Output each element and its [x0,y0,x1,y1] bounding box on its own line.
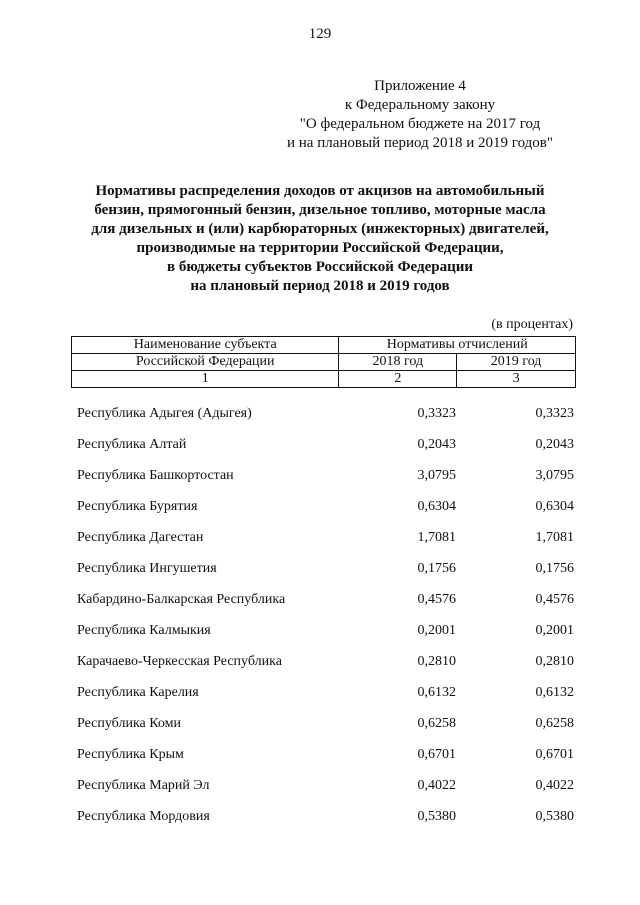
table-row [0,495,640,526]
value-2018: 0,6701 [417,747,456,762]
header-year-2018: 2018 год [339,354,457,371]
value-2018: 0,2001 [417,623,456,638]
value-2018: 0,6258 [417,716,456,731]
value-2019: 1,7081 [535,530,574,545]
value-2019: 0,2810 [535,654,574,669]
appendix-reference [250,77,590,153]
table-row [0,402,640,433]
value-2019: 0,6304 [535,499,574,514]
title-line: бензин, прямогонный бензин, дизельное топливо, моторные масла [94,202,546,218]
region-name: Республика Башкортостан [77,468,234,483]
value-2018: 0,4576 [417,592,456,607]
value-2018: 0,6132 [417,685,456,700]
value-2019: 0,2043 [535,437,574,452]
appendix-line: и на плановый период 2018 и 2019 годов" [287,135,553,151]
region-name: Республика Калмыкия [77,623,211,638]
table-row [0,774,640,805]
value-2019: 0,6701 [535,747,574,762]
table-row [0,588,640,619]
value-2019: 0,3323 [535,406,574,421]
value-2019: 0,4576 [535,592,574,607]
header-col-number: 2 [339,371,457,388]
value-2019: 0,4022 [535,778,574,793]
value-2019: 0,1756 [535,561,574,576]
value-2018: 0,2043 [417,437,456,452]
header-col-number: 3 [457,371,576,388]
document-title [40,182,600,296]
table-body [0,402,640,836]
region-name: Республика Марий Эл [77,778,210,793]
region-name: Республика Адыгея (Адыгея) [77,406,252,421]
value-2018: 0,6304 [417,499,456,514]
units-note: (в процентах) [491,317,573,332]
table-row [0,805,640,836]
page-number: 129 [308,26,332,42]
value-2019: 0,6258 [535,716,574,731]
region-name: Кабардино-Балкарская Республика [77,592,286,607]
table-row [0,526,640,557]
region-name: Республика Бурятия [77,499,198,514]
title-line: производимые на территории Российской Федерации, [136,240,504,256]
value-2018: 3,0795 [417,468,456,483]
table-row [0,681,640,712]
value-2018: 0,1756 [417,561,456,576]
header-subject-line1: Наименование субъекта [72,337,339,354]
value-2019: 0,5380 [535,809,574,824]
table-row [0,712,640,743]
header-norms: Нормативы отчислений [339,337,576,354]
region-name: Карачаево-Черкесская Республика [77,654,282,669]
header-col-number: 1 [72,371,339,388]
table-row [0,464,640,495]
region-name: Республика Крым [77,747,184,762]
value-2018: 0,3323 [417,406,456,421]
value-2018: 0,5380 [417,809,456,824]
value-2018: 1,7081 [417,530,456,545]
appendix-line: "О федеральном бюджете на 2017 год [299,116,541,132]
value-2018: 0,2810 [417,654,456,669]
header-year-2019: 2019 год [457,354,576,371]
table-header [71,336,576,388]
region-name: Республика Коми [77,716,181,731]
appendix-line: Приложение 4 [374,78,466,94]
title-line: в бюджеты субъектов Российской Федерации [166,259,474,275]
table-row [0,433,640,464]
region-name: Республика Дагестан [77,530,204,545]
table-row [0,743,640,774]
title-line: для дизельных и (или) карбюраторных (инжекторных) двигателей, [91,221,549,237]
value-2019: 0,6132 [535,685,574,700]
table-row [0,619,640,650]
table-row [0,650,640,681]
value-2019: 0,2001 [535,623,574,638]
value-2019: 3,0795 [535,468,574,483]
header-subject-line2: Российской Федерации [72,354,339,371]
region-name: Республика Карелия [77,685,199,700]
value-2018: 0,4022 [417,778,456,793]
title-line: на плановый период 2018 и 2019 годов [190,278,450,294]
appendix-line: к Федеральному закону [344,97,496,113]
table-row [0,557,640,588]
region-name: Республика Мордовия [77,809,210,824]
title-line: Нормативы распределения доходов от акцизов на автомобильный [95,183,545,199]
region-name: Республика Алтай [77,437,187,452]
region-name: Республика Ингушетия [77,561,217,576]
